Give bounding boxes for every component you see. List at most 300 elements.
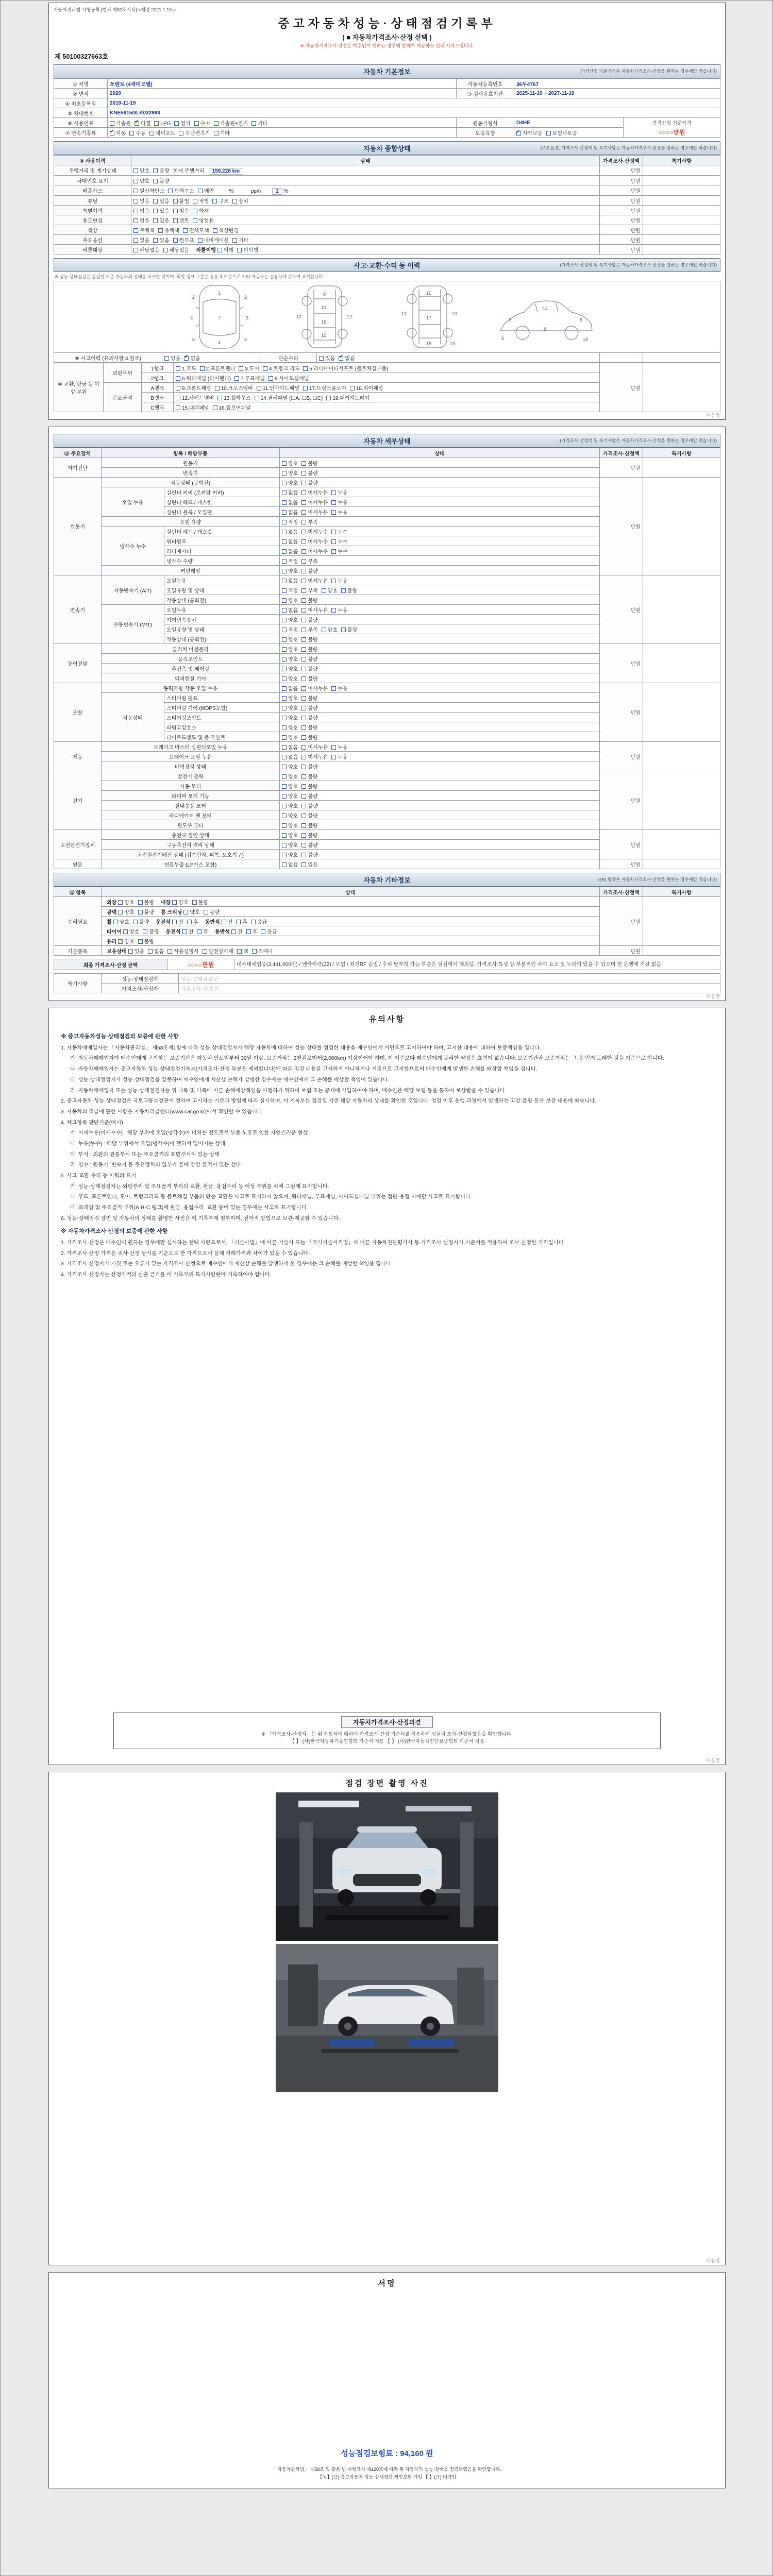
checkbox-미세누수[interactable] [301,537,328,545]
checkbox-양호[interactable] [282,616,298,623]
checkbox-12.사이드멤버[interactable] [176,394,214,401]
checkbox-매연[interactable] [198,187,214,194]
checkbox-label: 탄화수소 [174,188,194,194]
checkbox-label: 미세누수 [308,539,328,545]
checkbox-16.플로어패널[interactable] [213,403,251,411]
checkbox-전기[interactable] [174,119,190,127]
checkbox-양호[interactable] [282,821,298,829]
checkbox-응급[interactable] [261,927,277,935]
svg-text:9: 9 [323,292,326,297]
checkbox-자가보증[interactable] [516,129,543,137]
section-accident-header [54,258,720,272]
checkbox-1.후드[interactable] [176,364,196,372]
checkbox-9.프론트패널[interactable] [176,384,211,392]
other-col-amount: 가격조사·산정액 [600,887,643,897]
checkbox-있음[interactable] [153,207,169,214]
checkbox-불법[interactable] [173,197,189,205]
checkbox-양호[interactable] [322,625,338,633]
next-page-label: 다음장 [706,413,720,418]
checkbox-해당없음[interactable] [133,246,160,253]
checkbox-적정[interactable] [282,586,298,594]
summary-row-label: 차대번호 표기 [54,176,131,185]
checkbox-누수[interactable] [331,528,347,535]
note-cell [643,946,720,956]
checkbox-양호[interactable] [183,908,199,916]
checkbox-불량[interactable] [301,665,317,672]
checkbox-없음[interactable] [282,547,298,555]
checkbox-전[interactable] [222,918,233,925]
checkbox-불량[interactable] [301,616,317,623]
checkbox-전[interactable] [182,927,194,935]
checkbox-렌트[interactable] [173,216,189,224]
checkbox-양호[interactable] [282,841,298,849]
checkbox-양호[interactable] [133,177,149,184]
checkbox-양호[interactable] [322,586,338,594]
checkbox-사용설명서[interactable] [167,947,198,955]
inspector-field[interactable]: 가격조사·산정 란 [179,984,720,993]
checkbox-양호[interactable] [282,694,298,702]
checkbox-5.라디에이터서포트 (볼트체결부품)[interactable] [303,364,388,372]
checkbox-label: 있음 [308,862,318,868]
checkbox-불량[interactable] [301,674,317,682]
checkbox-누유[interactable] [331,606,347,614]
checkbox-양호[interactable] [282,811,298,819]
checkbox-장치[interactable] [232,197,248,205]
checkbox-불량[interactable] [138,898,154,906]
checkbox-없음[interactable] [282,753,298,760]
price-base-label: 가격산정 기준가격 [652,120,692,126]
part-label: 워터펌프 [164,536,280,546]
checkbox-label: 불량 [308,715,318,721]
checkbox-icon [239,366,243,371]
reg-no-label: 자동차등록번호 [457,79,514,89]
section-accident-note: (가격조사·산정액 및 특기사항은 자동차가격조사·산정을 원하는 경우에만 적습니다) [560,262,717,267]
part-label: 기어변속장치 [164,615,280,624]
checkbox-안전삼각대[interactable] [203,947,233,955]
notice-paragraph: 라. 자동차매매업자 또는 성능·상태점검자는 위 나목 및 다목에 따른 손해배상책임을 이행하기 위하여 보험 또는 공제에 가입하여야 하며, 매수인은 해당 보험 등을 통하여 보상받을 수 있습니다. [70,1088,507,1094]
checkbox-없음[interactable] [133,216,149,224]
checkbox-icon [282,637,287,642]
checkbox-영업용[interactable] [193,216,214,224]
checkbox-양호[interactable] [282,704,298,711]
checkbox-양호[interactable] [282,655,298,663]
status-options [282,716,322,721]
checkbox-양호[interactable] [172,898,188,906]
checkbox-icon [301,481,306,485]
checkbox-후[interactable] [197,927,208,935]
checkbox-없음[interactable] [133,207,149,214]
checkbox-양호[interactable] [282,635,298,643]
checkbox-있음[interactable] [128,947,144,955]
checkbox-미세누유[interactable] [301,498,328,506]
checkbox-없음[interactable] [282,498,298,506]
checkbox-없음[interactable] [339,354,355,362]
checkbox-LPG[interactable] [154,121,171,127]
checkbox-icon [193,199,197,204]
checkbox-불량[interactable] [301,469,317,477]
detail-row [54,830,720,840]
checkbox-양호[interactable] [282,762,298,770]
checkbox-미세누유[interactable] [301,488,328,496]
checkbox-양호[interactable] [133,166,149,174]
checkbox-가솔린+전기[interactable] [214,119,248,127]
checkbox-있음[interactable] [164,354,180,362]
summary-detail-text: % ppm [217,188,273,194]
checkbox-없음[interactable] [184,354,200,362]
checkbox-11.인사이드패널[interactable] [257,384,299,392]
checkbox-icon [176,366,180,371]
checkbox-icon [173,199,178,204]
checkbox-불량[interactable] [138,908,154,916]
checkbox-수동[interactable] [129,129,145,137]
checkbox-불량[interactable] [192,898,208,906]
checkbox-없음[interactable] [282,684,298,692]
checkbox-label: 해당있음 [169,247,190,253]
checkbox-있음[interactable] [301,860,317,868]
checkbox-있음[interactable] [319,354,335,362]
checkbox-누수[interactable] [331,547,347,555]
checkbox-불량[interactable] [301,811,317,819]
checkbox-불량[interactable] [301,772,317,780]
checkbox-미세누유[interactable] [301,684,328,692]
state-cell [280,791,600,801]
checkbox-누유[interactable] [331,498,347,506]
checkbox-label: 자동 [116,130,126,137]
checkbox-스패너[interactable] [252,947,273,955]
summary-row-state [131,196,600,206]
checkbox-label: 누수 [337,549,348,555]
checkbox-icon [246,929,251,934]
section-other-title: 자동차 기타정보 [363,876,411,884]
checkbox-누수[interactable] [331,537,347,545]
checkbox-누유[interactable] [331,743,347,751]
checkbox-유채색[interactable] [158,226,179,234]
checkbox-불량[interactable] [204,908,220,916]
checkbox-불량[interactable] [301,733,317,741]
checkbox-양호[interactable] [113,918,129,925]
checkbox-불량[interactable] [301,567,317,574]
inspector-field[interactable]: 성능·상태점검 란 [179,974,720,984]
summary-detail-value: 2 [272,188,282,195]
checkbox-불량[interactable] [138,937,154,945]
checkbox-label: 불량 [308,656,318,663]
checkbox-label: 누유 [337,754,348,760]
checkbox-적정[interactable] [282,625,298,633]
checkbox-없음[interactable] [133,197,149,205]
checkbox-불량[interactable] [301,802,317,809]
checkbox-양호[interactable] [123,927,139,935]
checkbox-미세누유[interactable] [301,508,328,516]
checkbox-불량[interactable] [341,586,357,594]
checkbox-양호[interactable] [282,802,298,809]
checkbox-양호[interactable] [282,851,298,858]
svg-text:6: 6 [192,337,195,342]
checkbox-불량[interactable] [153,177,169,184]
checkbox-label: 양호 [288,774,298,780]
checkbox-양호[interactable] [282,782,298,790]
checkbox-이행[interactable] [217,246,233,253]
checkbox-icon [301,716,306,720]
checkbox-17.트렁크플로어[interactable] [303,384,346,392]
item-label: 오일 유량 [102,517,280,527]
checkbox-미세누수[interactable] [301,547,328,555]
checkbox-미세누유[interactable] [301,753,328,760]
checkbox-icon [252,949,257,954]
checkbox-적법[interactable] [193,197,209,205]
checkbox-양호[interactable] [118,908,134,916]
section-basic-note: (가격산정 기준가격은 자동차가격조사·산정을 원하는 경우에만 적습니다) [579,69,717,74]
checkbox-불량[interactable] [301,479,317,486]
checkbox-없음[interactable] [282,743,298,751]
price-base-value: ○○○○만원 [658,128,685,136]
checkbox-전체도색[interactable] [183,226,209,234]
checkbox-8.사이드실패널[interactable] [268,374,309,382]
checkbox-icon [282,833,287,838]
status-options [282,725,322,731]
checkbox-응급[interactable] [251,918,267,925]
state-cell [280,478,600,487]
checkbox-14.필러패널 (☐A, ☐B, ☐C)[interactable] [255,394,323,401]
checkbox-label: 불량 [198,900,208,906]
checkbox-label: 자가보증 [523,130,543,137]
checkbox-양호[interactable] [282,674,298,682]
checkbox-불량[interactable] [301,694,317,702]
checkbox-가솔린[interactable] [110,119,131,127]
checkbox-세미오토[interactable] [149,129,176,137]
notice-paragraph: 나. 후드, 프론트펜더, 도어, 트렁크리드 등 볼트체결 부품의 단순 교환은 사고로 표기하지 않으며, 쿼터패널, 루프패널, 사이드실패널 부위는 절단·용접 시에만 사고로 표기합니다. [70,1194,472,1200]
checkbox-label: 네비게이션 [204,238,229,244]
checkbox-불량[interactable] [133,918,149,925]
ranks-table-body [54,363,720,412]
checkbox-네비게이션[interactable] [198,236,229,244]
checkbox-불량[interactable] [301,645,317,653]
checkbox-있음[interactable] [153,236,169,244]
checkbox-색상변경[interactable] [213,226,239,234]
checkbox-부족[interactable] [301,586,317,594]
checkbox-잭[interactable] [237,947,248,955]
checkbox-icon [261,929,265,934]
checkbox-label: LPG [160,121,171,127]
checkbox-디젤[interactable] [135,119,150,127]
checkbox-부족[interactable] [301,625,317,633]
checkbox-기타[interactable] [251,119,267,127]
checkbox-양호[interactable] [282,596,298,604]
checkbox-불량[interactable] [301,723,317,731]
checkbox-불량[interactable] [301,704,317,711]
checkbox-label: 양호 [288,637,298,643]
checkbox-없음[interactable] [133,236,149,244]
state-cell [280,566,600,575]
basic-row-name [54,79,720,89]
checkbox-불량[interactable] [153,166,169,174]
checkbox-양호[interactable] [118,898,134,906]
accident-history-table [54,352,720,363]
checkbox-없음[interactable] [282,577,298,584]
checkbox-label: 양호 [140,168,150,174]
detail-col-state: 상태 [280,448,600,458]
checkbox-불량[interactable] [301,831,317,839]
other-info-table [54,887,720,956]
checkbox-불량[interactable] [301,821,317,829]
checkbox-15.대쉬패널[interactable] [176,403,209,411]
checkbox-불량[interactable] [301,851,317,858]
checkbox-있음[interactable] [153,216,169,224]
checkbox-icon [301,814,306,818]
checkbox-전[interactable] [231,927,243,935]
checkbox-부족[interactable] [301,518,317,526]
checkbox-양호[interactable] [282,665,298,672]
checkbox-수소[interactable] [194,119,210,127]
checkbox-icon [149,131,154,135]
checkbox-미세누유[interactable] [301,743,328,751]
state-cell [280,624,600,634]
checkbox-전[interactable] [172,918,183,925]
checkbox-불량[interactable] [301,635,317,643]
checkbox-2.프론트펜더[interactable] [200,364,236,372]
checkbox-없음[interactable] [282,508,298,516]
checkbox-label: 미세누유 [308,490,328,496]
checkbox-누유[interactable] [331,577,347,584]
checkbox-미세누수[interactable] [301,528,328,535]
checkbox-label: 기타 [220,130,230,137]
checkbox-침수[interactable] [173,207,189,214]
checkbox-없음[interactable] [282,528,298,535]
checkbox-양호[interactable] [282,733,298,741]
checkbox-18.리어패널[interactable] [350,384,383,392]
checkbox-양호[interactable] [282,772,298,780]
checkbox-불량[interactable] [301,841,317,849]
checkbox-해당있음[interactable] [163,246,190,253]
checkbox-구조[interactable] [212,197,228,205]
checkbox-icon [173,238,178,243]
checkbox-양호[interactable] [282,714,298,721]
checkbox-label: 양호 [288,470,298,477]
checkbox-기타[interactable] [214,129,230,137]
checkbox-누유[interactable] [331,508,347,516]
checkbox-누유[interactable] [331,488,347,496]
checkbox-없음[interactable] [282,537,298,545]
checkbox-label: 적법 [198,198,209,205]
checkbox-불량[interactable] [341,625,357,633]
amount-cell: 만원 [600,206,643,215]
checkbox-label: 보험사보증 [552,130,577,137]
checkbox-없음[interactable] [282,860,298,868]
checkbox-양호[interactable] [118,937,134,945]
checkbox-후[interactable] [246,927,258,935]
notice-paragraph: 가. 성능·상태점검자는 외판부위 및 주요골격 부위의 교환, 판금, 용접수리 등 이상 부위를 차체 그림에 표기합니다. [70,1183,329,1190]
checkbox-무채색[interactable] [133,226,155,234]
group-label: 리콜이행 [196,247,216,253]
checkbox-부족[interactable] [301,557,317,565]
checkbox-불량[interactable] [143,927,159,935]
checkbox-6.쿼터패널 (리어펜더)[interactable] [176,374,231,382]
checkbox-누유[interactable] [331,684,347,692]
checkbox-후[interactable] [187,918,198,925]
item-label: 운전석 [165,929,181,935]
status-options [173,218,217,224]
checkbox-보험사보증[interactable] [546,129,577,137]
checkbox-불량[interactable] [301,596,317,604]
checkbox-불량[interactable] [301,792,317,800]
checkbox-icon [236,920,241,924]
checkbox-미이행[interactable] [237,246,258,253]
checkbox-자동[interactable] [110,129,126,137]
checkbox-양호[interactable] [282,469,298,477]
checkbox-icon [301,765,306,769]
checkbox-19.패키지트레이[interactable] [326,394,369,401]
checkbox-양호[interactable] [282,723,298,731]
checkbox-썬루프[interactable] [173,236,194,244]
checkbox-없음[interactable] [282,606,298,614]
checkbox-label: 있음 [159,198,170,205]
checkbox-양호[interactable] [282,831,298,839]
checkbox-화재[interactable] [193,207,209,214]
checkbox-불량[interactable] [301,782,317,790]
checkbox-4.트렁크 리드[interactable] [263,364,299,372]
checkbox-10.크로스멤버[interactable] [215,384,253,392]
checkbox-양호[interactable] [282,459,298,467]
amount-cell: 만원 [600,215,643,225]
checkbox-탄화수소[interactable] [168,187,194,194]
summary-row [54,225,720,235]
checkbox-적정[interactable] [282,518,298,526]
checkbox-누유[interactable] [331,753,347,760]
checkbox-불량[interactable] [301,714,317,721]
note-cell [643,245,720,255]
checkbox-label: 없음 [288,500,298,506]
checkbox-없음[interactable] [282,488,298,496]
checkbox-불량[interactable] [301,762,317,770]
checkbox-양호[interactable] [282,645,298,653]
checkbox-3.도어[interactable] [239,364,259,372]
summary-row-state [131,206,600,215]
checkbox-label: 누유 [337,578,348,584]
checkbox-미세누유[interactable] [301,577,328,584]
checkbox-없음[interactable] [148,947,164,955]
checkbox-icon [118,910,123,914]
checkbox-불량[interactable] [301,459,317,467]
warranty-options [514,128,624,138]
device-label: 고전원전기장치 [54,830,102,859]
summary-row-state [131,176,600,185]
checkbox-일산화탄소[interactable] [133,187,164,194]
checkbox-있음[interactable] [153,197,169,205]
checkbox-양호[interactable] [282,567,298,574]
checkbox-icon [172,900,177,905]
signature-area[interactable] [54,2293,720,2448]
checkbox-label: 매연 [204,188,214,194]
first-reg-label: ④ 최초등록일 [54,98,108,108]
status-options [261,929,280,935]
checkbox-icon [282,814,287,818]
checkbox-무단변속기[interactable] [179,129,210,137]
checkbox-양호[interactable] [282,792,298,800]
status-options [118,900,158,906]
checkbox-불량[interactable] [301,655,317,663]
state-cell [280,859,600,869]
rank-items [174,402,600,412]
checkbox-7.루프패널[interactable] [234,374,265,382]
checkbox-13.휠하우스[interactable] [217,394,251,401]
checkbox-label: 누수 [337,529,348,535]
checkbox-미세누유[interactable] [301,606,328,614]
checkbox-적정[interactable] [282,557,298,565]
checkbox-기타[interactable] [232,236,248,244]
checkbox-후[interactable] [236,918,247,925]
state-cell [280,497,600,507]
checkbox-양호[interactable] [282,479,298,486]
detail-col-item: 항목 / 해당부품 [102,448,280,458]
